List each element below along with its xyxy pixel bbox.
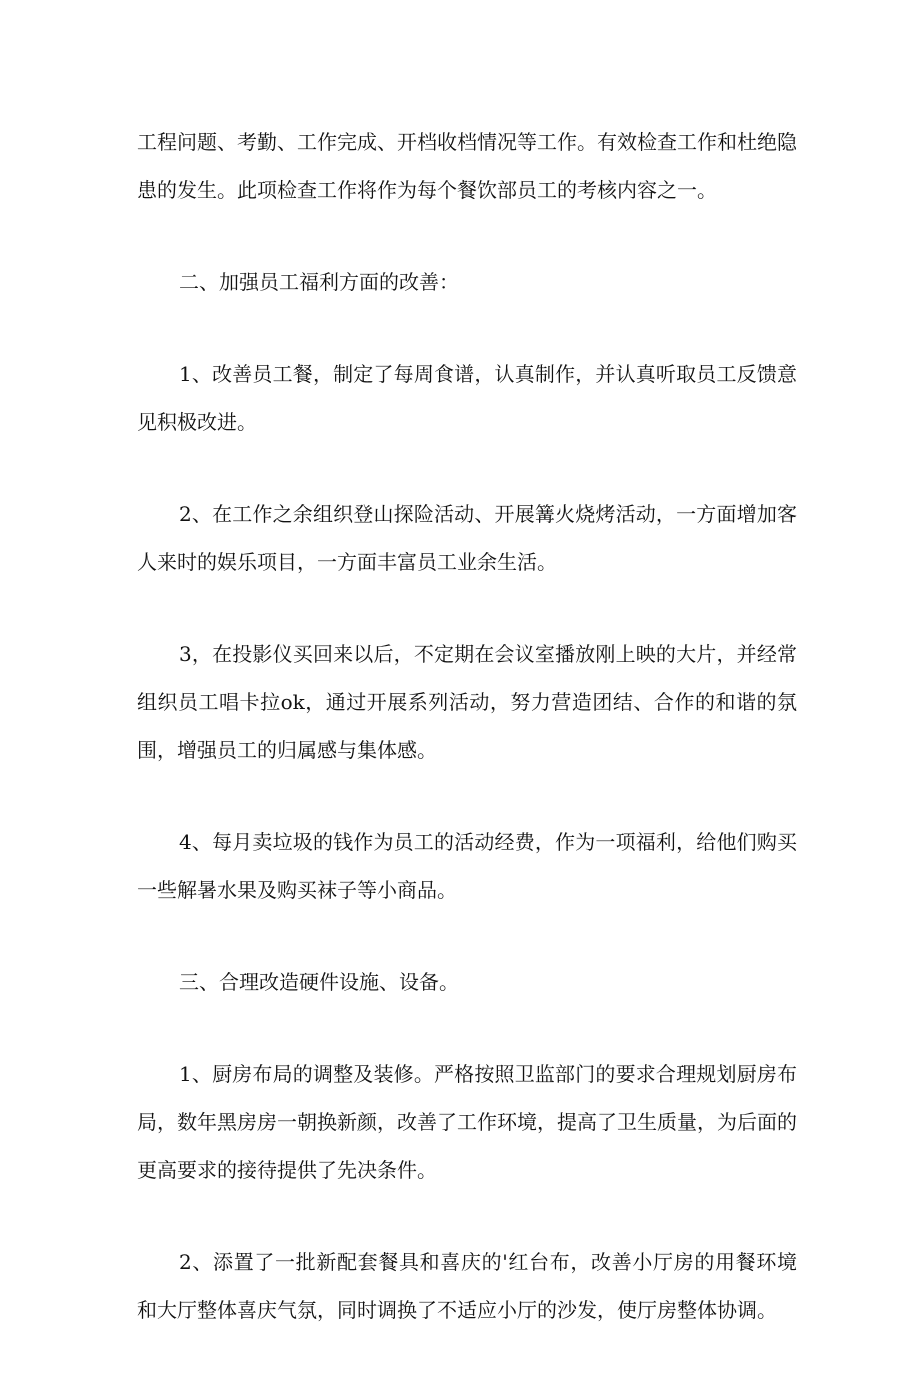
- paragraph-facilities-1: 1、厨房布局的调整及装修。严格按照卫监部门的要求合理规划厨房布局，数年黑房房一朝换新颜，改善了工作环境，提高了卫生质量，为后面的更高要求的接待提供了先决条件。: [137, 1062, 797, 1182]
- paragraph-welfare-3: 3，在投影仪买回来以后，不定期在会议室播放刚上映的大片，并经常组织员工唱卡拉ok，通过开展系列活动，努力营造团结、合作的和谐的氛围，增强员工的归属感与集体感。: [137, 642, 797, 762]
- section-heading-facilities: 三、合理改造硬件设施、设备。: [179, 970, 459, 994]
- document-body: [137, 118, 797, 1378]
- paragraph-inspection-continued: 工程问题、考勤、工作完成、开档收档情况等工作。有效检查工作和杜绝隐患的发生。此项检查工作将作为每个餐饮部员工的考核内容之一。: [137, 130, 797, 202]
- paragraph-welfare-2: 2、在工作之余组织登山探险活动、开展篝火烧烤活动，一方面增加客人来时的娱乐项目，一方面丰富员工业余生活。: [137, 502, 797, 574]
- paragraph-welfare-4: 4、每月卖垃圾的钱作为员工的活动经费，作为一项福利，给他们购买一些解暑水果及购买袜子等小商品。: [137, 830, 797, 902]
- section-heading-welfare: 二、加强员工福利方面的改善：: [179, 270, 459, 294]
- paragraph-welfare-1: 1、改善员工餐，制定了每周食谱，认真制作，并认真听取员工反馈意见积极改进。: [137, 362, 797, 434]
- paragraph-facilities-2: 2、添置了一批新配套餐具和喜庆的'红台布，改善小厅房的用餐环境和大厅整体喜庆气氛，同时调换了不适应小厅的沙发，使厅房整体协调。: [137, 1250, 797, 1322]
